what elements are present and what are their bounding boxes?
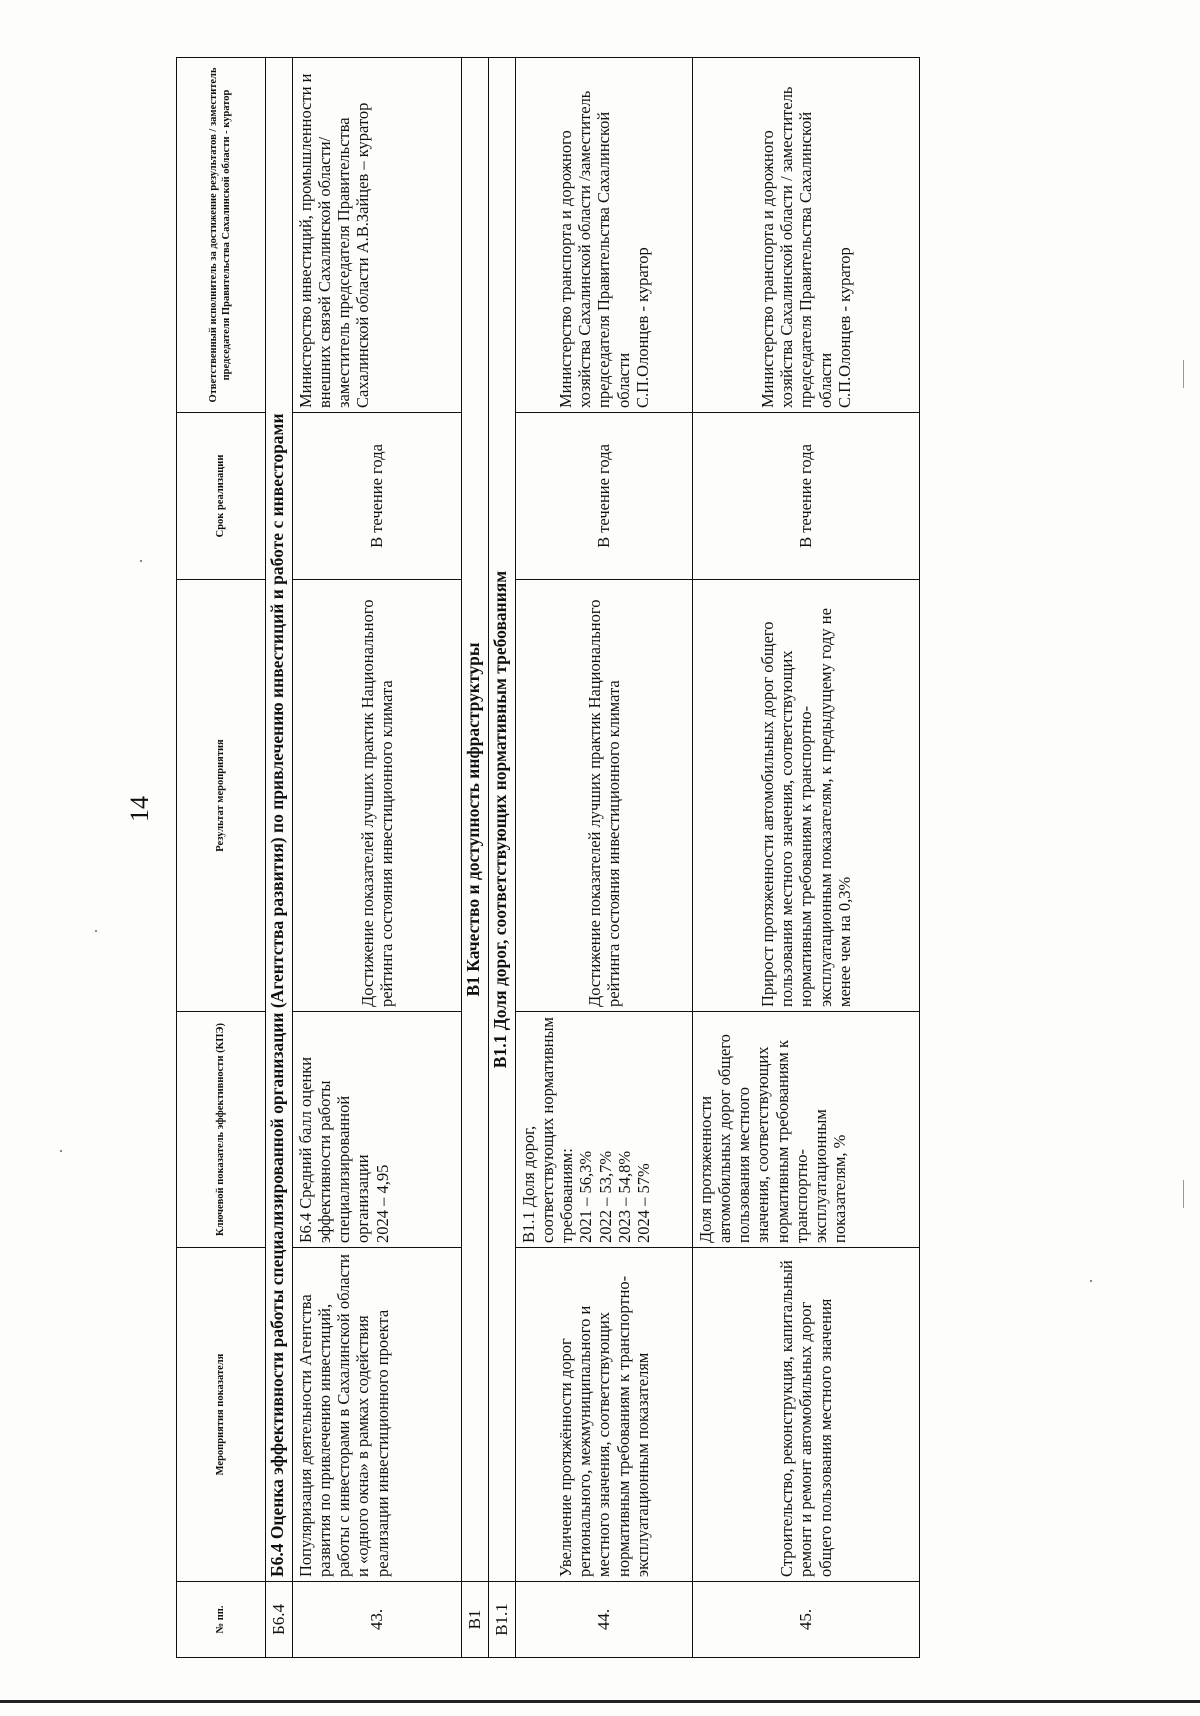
section-title: В1.1 Доля дорог, соответствующих нормативным требованиям	[489, 58, 516, 1582]
event-cell: Увеличение протяжённости дорог регионального, межмуниципального и местного значения, соответствующих нормативным требованиям к транспортно-эксплуатационным показателям	[516, 1248, 693, 1582]
term-cell: В течение года	[693, 413, 920, 580]
kpi-line: 2024 – 4,95	[372, 1164, 392, 1243]
result-cell: Прирост протяженности автомобильных дорог общего пользования местного значения, соответствующих нормативным требованиям к транспортно-эксплуатационным показателям, к предыдущему году не менее чем на 0,3%	[693, 580, 920, 1012]
responsible-line: С.П.Олонцев - куратор	[834, 247, 854, 408]
result-cell: Достижение показателей лучших практик Национального рейтинга состояния инвестиционного климата	[293, 580, 462, 1012]
section-row-b64	[266, 58, 293, 1658]
scan-speck	[60, 1150, 62, 1152]
scan-speck	[1090, 1280, 1092, 1282]
kpi-line: 2023 – 54,8%	[614, 1150, 634, 1243]
header-result: Результат мероприятия	[177, 580, 266, 1012]
scan-speck	[95, 930, 97, 932]
event-cell: Популяризация деятельности Агентства развития по привлечению инвестиций, работы с инвесторами в Сахалинской области и «одного окна» в рамках содействия реализации инвестиционного проекта	[293, 1248, 462, 1582]
header-responsible: Ответственный исполнитель за достижение результатов / заместитель председателя Правительства Сахалинской области - куратор	[177, 58, 266, 413]
kpi-cell	[516, 1012, 693, 1248]
responsible-cell	[693, 58, 920, 413]
table-row-45	[693, 58, 920, 1658]
section-code: В1	[462, 1582, 489, 1658]
scan-edge-mark	[1183, 360, 1184, 388]
rotated-table-container	[176, 58, 916, 1658]
section-row-b1	[462, 58, 489, 1658]
row-number: 45.	[693, 1582, 920, 1658]
table-row-44	[516, 58, 693, 1658]
table-header-row	[177, 58, 266, 1658]
kpi-line: 2024 – 57%	[633, 1163, 653, 1243]
header-kpi: Ключевой показатель эффективности (КПЭ)	[177, 1012, 266, 1248]
kpi-line: Б6.4 Средний балл оценки эффективности работы специализированной организации	[296, 1056, 373, 1243]
responsible-cell	[516, 58, 693, 413]
section-title: Б6.4 Оценка эффективности работы специализированной организации (Агентства развития) по привлечению инвестиций и работе с инвесторами	[266, 58, 293, 1582]
row-number: 43.	[293, 1582, 462, 1658]
result-cell: Достижение показателей лучших практик Национального рейтинга состояния инвестиционного климата	[516, 580, 693, 1012]
bottom-border-line	[0, 1700, 1200, 1703]
section-code: Б6.4	[266, 1582, 293, 1658]
term-cell: В течение года	[293, 413, 462, 580]
header-num: № пп.	[177, 1582, 266, 1658]
section-code: В1.1	[489, 1582, 516, 1658]
kpi-line: 2022 – 53,7%	[595, 1150, 615, 1243]
kpi-cell	[293, 1012, 462, 1248]
responsible-line: Министерство транспорта и дорожного хозяйства Сахалинской области / заместитель председателя Правительства Сахалинской области	[758, 86, 835, 408]
term-cell: В течение года	[516, 413, 693, 580]
table-row-43	[293, 58, 462, 1658]
scan-speck	[140, 560, 142, 562]
event-cell: Строительство, реконструкция, капитальный ремонт и ремонт автомобильных дорог общего пользования местного значения	[693, 1248, 920, 1582]
section-row-b11	[489, 58, 516, 1658]
page-number: 14	[125, 796, 154, 822]
scan-edge-mark	[1183, 1180, 1184, 1208]
kpi-line: 2021 – 56,3%	[576, 1150, 596, 1243]
responsible-line: Министерство транспорта и дорожного хозяйства Сахалинской области /заместитель председателя Правительства Сахалинской области	[556, 90, 633, 408]
header-event: Мероприятия показателя	[177, 1248, 266, 1582]
header-term: Срок реализации	[177, 413, 266, 580]
responsible-cell: Министерство инвестиций, промышленности и внешних связей Сахалинской области/заместитель председателя Правительства Сахалинской области А.В.Зайцев – куратор	[293, 58, 462, 413]
responsible-line: С.П.Олонцев - куратор	[632, 247, 652, 408]
kpi-cell: Доля протяженности автомобильных дорог общего пользования местного значения, соответствующих нормативным требованиям к транспортно-эксплуатационным показателям, %	[693, 1012, 920, 1248]
events-table	[176, 57, 920, 1658]
row-number: 44.	[516, 1582, 693, 1658]
kpi-line: В1.1 Доля дорог, соответствующих нормативным требованиям:	[519, 1017, 577, 1243]
section-title: В1 Качество и доступность инфраструктуры	[462, 58, 489, 1582]
